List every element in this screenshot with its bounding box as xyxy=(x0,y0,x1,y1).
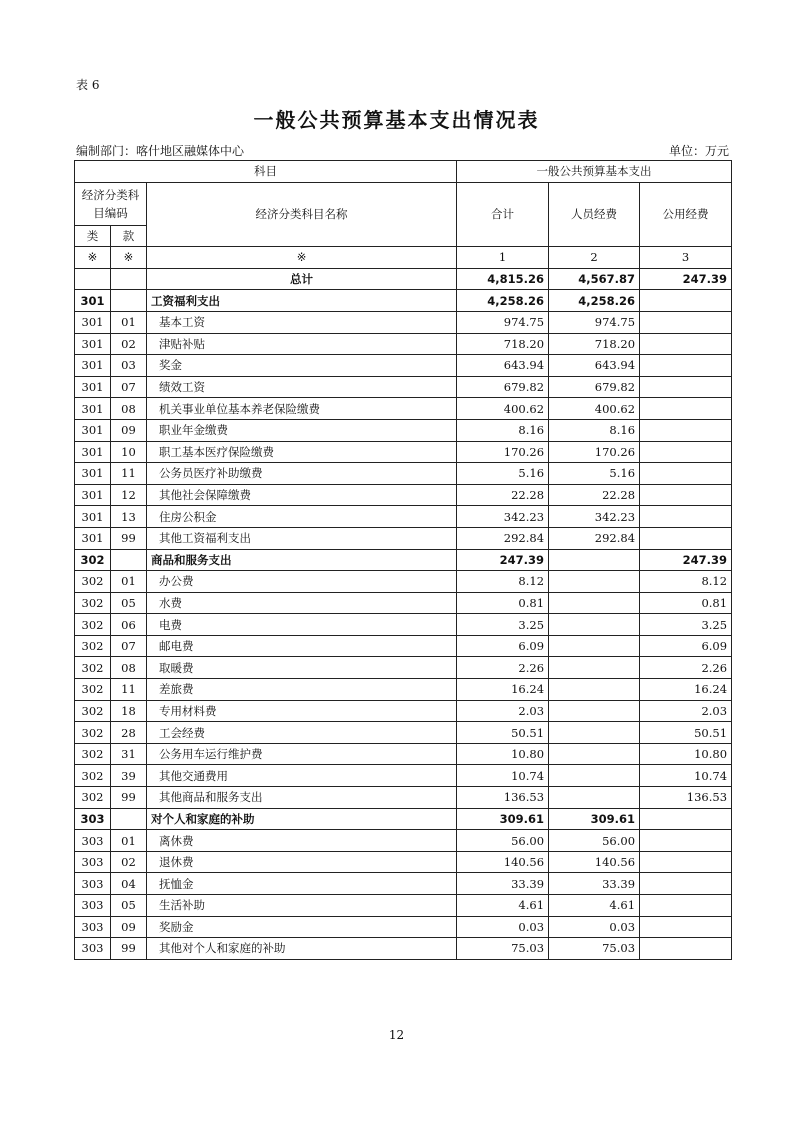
row-kuan xyxy=(111,808,147,830)
row-lei: 301 xyxy=(75,441,111,463)
row-kuan: 11 xyxy=(111,679,147,701)
row-total: 22.28 xyxy=(457,484,549,506)
row-name: 公务用车运行维护费 xyxy=(147,743,457,765)
row-lei: 302 xyxy=(75,765,111,787)
row-lei: 303 xyxy=(75,808,111,830)
row-lei: 302 xyxy=(75,549,111,571)
row-total: 400.62 xyxy=(457,398,549,420)
table-row xyxy=(75,614,732,636)
row-personnel: 170.26 xyxy=(549,441,640,463)
row-lei: 301 xyxy=(75,376,111,398)
table-row xyxy=(75,679,732,701)
row-kuan: 31 xyxy=(111,743,147,765)
row-total: 247.39 xyxy=(457,549,549,571)
row-public xyxy=(640,376,732,398)
row-personnel: 140.56 xyxy=(549,851,640,873)
row-kuan xyxy=(111,549,147,571)
row-lei: 301 xyxy=(75,527,111,549)
row-total: 75.03 xyxy=(457,938,549,960)
row-public xyxy=(640,333,732,355)
row-personnel: 4,258.26 xyxy=(549,290,640,312)
row-kuan: 06 xyxy=(111,614,147,636)
row-name: 其他社会保障缴费 xyxy=(147,484,457,506)
table-row xyxy=(75,635,732,657)
row-personnel: 342.23 xyxy=(549,506,640,528)
row-kuan: 13 xyxy=(111,506,147,528)
row-personnel: 33.39 xyxy=(549,873,640,895)
row-personnel xyxy=(549,700,640,722)
row-public: 0.81 xyxy=(640,592,732,614)
row-name: 离休费 xyxy=(147,830,457,852)
table-row xyxy=(75,743,732,765)
table-row xyxy=(75,290,732,312)
table-row xyxy=(75,851,732,873)
row-public: 6.09 xyxy=(640,635,732,657)
row-kuan: 07 xyxy=(111,635,147,657)
header-budget: 一般公共预算基本支出 xyxy=(457,161,732,183)
row-public xyxy=(640,398,732,420)
row-total: 643.94 xyxy=(457,355,549,377)
row-lei: 301 xyxy=(75,484,111,506)
row-personnel xyxy=(549,787,640,809)
row-name: 专用材料费 xyxy=(147,700,457,722)
row-personnel: 75.03 xyxy=(549,938,640,960)
page-number: 12 xyxy=(388,1028,405,1042)
row-public: 10.80 xyxy=(640,743,732,765)
table-row xyxy=(75,398,732,420)
row-personnel xyxy=(549,679,640,701)
row-name: 绩效工资 xyxy=(147,376,457,398)
header-subject: 科目 xyxy=(75,161,457,183)
row-kuan: 01 xyxy=(111,830,147,852)
row-name: 生活补助 xyxy=(147,895,457,917)
row-public: 50.51 xyxy=(640,722,732,744)
row-lei: 303 xyxy=(75,895,111,917)
row-kuan: 09 xyxy=(111,916,147,938)
row-name: 奖金 xyxy=(147,355,457,377)
row-total: 140.56 xyxy=(457,851,549,873)
row-lei: 302 xyxy=(75,743,111,765)
row-personnel xyxy=(549,743,640,765)
row-lei: 301 xyxy=(75,311,111,333)
table-row xyxy=(75,463,732,485)
row-kuan: 09 xyxy=(111,419,147,441)
table-row xyxy=(75,873,732,895)
row-lei: 301 xyxy=(75,419,111,441)
grand-total-personnel: 4,567.87 xyxy=(549,268,640,290)
row-lei: 301 xyxy=(75,333,111,355)
row-total: 2.03 xyxy=(457,700,549,722)
table-number: 表 6 xyxy=(76,78,100,92)
table-row xyxy=(75,700,732,722)
row-lei: 302 xyxy=(75,787,111,809)
table-row xyxy=(75,571,732,593)
row-public xyxy=(640,441,732,463)
row-lei: 303 xyxy=(75,938,111,960)
row-public xyxy=(640,463,732,485)
row-kuan xyxy=(111,290,147,312)
table-row xyxy=(75,419,732,441)
row-personnel: 309.61 xyxy=(549,808,640,830)
row-personnel: 679.82 xyxy=(549,376,640,398)
row-public xyxy=(640,290,732,312)
row-lei: 303 xyxy=(75,916,111,938)
row-personnel xyxy=(549,722,640,744)
row-personnel xyxy=(549,571,640,593)
row-kuan: 08 xyxy=(111,398,147,420)
budget-table xyxy=(74,160,732,960)
row-kuan: 08 xyxy=(111,657,147,679)
row-kuan: 18 xyxy=(111,700,147,722)
table-row xyxy=(75,592,732,614)
row-kuan: 99 xyxy=(111,938,147,960)
header-kuan: 款 xyxy=(111,225,147,247)
row-kuan: 99 xyxy=(111,787,147,809)
header-mark-name: ※ xyxy=(147,247,457,269)
row-public xyxy=(640,873,732,895)
row-name: 住房公积金 xyxy=(147,506,457,528)
row-kuan: 05 xyxy=(111,592,147,614)
row-total: 342.23 xyxy=(457,506,549,528)
row-total: 3.25 xyxy=(457,614,549,636)
table-row xyxy=(75,895,732,917)
row-personnel xyxy=(549,657,640,679)
header-col-2: 2 xyxy=(549,247,640,269)
row-lei: 302 xyxy=(75,592,111,614)
row-personnel: 5.16 xyxy=(549,463,640,485)
row-name: 退休费 xyxy=(147,851,457,873)
header-col-3: 3 xyxy=(640,247,732,269)
row-total: 292.84 xyxy=(457,527,549,549)
row-kuan: 01 xyxy=(111,311,147,333)
header-personnel: 人员经费 xyxy=(549,182,640,247)
row-lei: 303 xyxy=(75,830,111,852)
table-row xyxy=(75,484,732,506)
row-lei: 302 xyxy=(75,571,111,593)
row-name: 对个人和家庭的补助 xyxy=(147,808,457,830)
table-row xyxy=(75,355,732,377)
table-row xyxy=(75,333,732,355)
row-kuan: 39 xyxy=(111,765,147,787)
row-personnel: 400.62 xyxy=(549,398,640,420)
row-personnel: 0.03 xyxy=(549,916,640,938)
row-personnel: 8.16 xyxy=(549,419,640,441)
row-kuan: 12 xyxy=(111,484,147,506)
header-public: 公用经费 xyxy=(640,182,732,247)
table-row xyxy=(75,765,732,787)
table-row xyxy=(75,549,732,571)
row-kuan: 02 xyxy=(111,333,147,355)
row-total: 16.24 xyxy=(457,679,549,701)
row-total: 56.00 xyxy=(457,830,549,852)
row-total: 170.26 xyxy=(457,441,549,463)
row-personnel: 292.84 xyxy=(549,527,640,549)
row-name: 职工基本医疗保险缴费 xyxy=(147,441,457,463)
row-total: 8.16 xyxy=(457,419,549,441)
table-row xyxy=(75,311,732,333)
row-lei: 303 xyxy=(75,851,111,873)
row-public xyxy=(640,916,732,938)
row-public: 2.03 xyxy=(640,700,732,722)
row-name: 电费 xyxy=(147,614,457,636)
row-lei: 301 xyxy=(75,463,111,485)
row-total: 309.61 xyxy=(457,808,549,830)
row-public xyxy=(640,484,732,506)
row-total: 10.80 xyxy=(457,743,549,765)
row-public xyxy=(640,938,732,960)
row-total: 2.26 xyxy=(457,657,549,679)
row-name: 工资福利支出 xyxy=(147,290,457,312)
department-label: 编制部门：喀什地区融媒体中心 xyxy=(76,144,245,158)
table-row xyxy=(75,506,732,528)
row-lei: 302 xyxy=(75,700,111,722)
row-name: 奖励金 xyxy=(147,916,457,938)
row-personnel: 22.28 xyxy=(549,484,640,506)
row-lei: 303 xyxy=(75,873,111,895)
unit-label: 单位：万元 xyxy=(668,144,729,158)
row-total: 8.12 xyxy=(457,571,549,593)
row-public: 8.12 xyxy=(640,571,732,593)
header-econ-name: 经济分类科目名称 xyxy=(147,182,457,247)
header-econ-code: 经济分类科目编码 xyxy=(75,182,147,225)
row-total: 974.75 xyxy=(457,311,549,333)
row-personnel xyxy=(549,592,640,614)
table-row xyxy=(75,376,732,398)
table-row xyxy=(75,808,732,830)
row-name: 办公费 xyxy=(147,571,457,593)
row-public xyxy=(640,895,732,917)
row-kuan: 02 xyxy=(111,851,147,873)
row-name: 邮电费 xyxy=(147,635,457,657)
row-name: 职业年金缴费 xyxy=(147,419,457,441)
row-public: 10.74 xyxy=(640,765,732,787)
row-personnel: 4.61 xyxy=(549,895,640,917)
row-kuan: 28 xyxy=(111,722,147,744)
table-body xyxy=(75,290,732,959)
row-total: 4.61 xyxy=(457,895,549,917)
row-personnel xyxy=(549,765,640,787)
table-row xyxy=(75,722,732,744)
header-total: 合计 xyxy=(457,182,549,247)
table-row xyxy=(75,657,732,679)
row-kuan: 11 xyxy=(111,463,147,485)
row-lei: 302 xyxy=(75,635,111,657)
row-name: 商品和服务支出 xyxy=(147,549,457,571)
row-personnel: 718.20 xyxy=(549,333,640,355)
row-total: 718.20 xyxy=(457,333,549,355)
row-total: 0.81 xyxy=(457,592,549,614)
row-personnel: 974.75 xyxy=(549,311,640,333)
page-title: 一般公共预算基本支出情况表 xyxy=(253,108,540,132)
row-total: 10.74 xyxy=(457,765,549,787)
row-kuan: 10 xyxy=(111,441,147,463)
row-public xyxy=(640,355,732,377)
header-col-1: 1 xyxy=(457,247,549,269)
row-public: 247.39 xyxy=(640,549,732,571)
row-total: 4,258.26 xyxy=(457,290,549,312)
row-lei: 301 xyxy=(75,398,111,420)
row-kuan: 01 xyxy=(111,571,147,593)
table-row xyxy=(75,938,732,960)
header-mark-lei: ※ xyxy=(75,247,111,269)
row-total: 5.16 xyxy=(457,463,549,485)
row-lei: 302 xyxy=(75,722,111,744)
row-personnel xyxy=(549,614,640,636)
row-public xyxy=(640,808,732,830)
row-name: 基本工资 xyxy=(147,311,457,333)
row-public xyxy=(640,506,732,528)
row-lei: 302 xyxy=(75,614,111,636)
row-lei: 302 xyxy=(75,657,111,679)
row-name: 其他对个人和家庭的补助 xyxy=(147,938,457,960)
row-name: 公务员医疗补助缴费 xyxy=(147,463,457,485)
row-lei: 301 xyxy=(75,355,111,377)
row-name: 机关事业单位基本养老保险缴费 xyxy=(147,398,457,420)
row-name: 津贴补贴 xyxy=(147,333,457,355)
row-public xyxy=(640,419,732,441)
header-mark-kuan: ※ xyxy=(111,247,147,269)
row-personnel xyxy=(549,635,640,657)
row-kuan: 99 xyxy=(111,527,147,549)
total-empty-lei xyxy=(75,268,111,290)
row-total: 0.03 xyxy=(457,916,549,938)
row-name: 抚恤金 xyxy=(147,873,457,895)
row-kuan: 05 xyxy=(111,895,147,917)
row-public xyxy=(640,311,732,333)
table-row xyxy=(75,441,732,463)
row-name: 差旅费 xyxy=(147,679,457,701)
table-row xyxy=(75,527,732,549)
row-public xyxy=(640,851,732,873)
row-name: 工会经费 xyxy=(147,722,457,744)
row-personnel: 643.94 xyxy=(549,355,640,377)
row-public: 2.26 xyxy=(640,657,732,679)
table-row xyxy=(75,787,732,809)
row-total: 679.82 xyxy=(457,376,549,398)
grand-total-sum: 4,815.26 xyxy=(457,268,549,290)
table-row xyxy=(75,830,732,852)
row-total: 136.53 xyxy=(457,787,549,809)
row-personnel xyxy=(549,549,640,571)
row-total: 6.09 xyxy=(457,635,549,657)
row-lei: 301 xyxy=(75,506,111,528)
row-name: 取暖费 xyxy=(147,657,457,679)
header-lei: 类 xyxy=(75,225,111,247)
row-total: 33.39 xyxy=(457,873,549,895)
row-kuan: 03 xyxy=(111,355,147,377)
row-kuan: 04 xyxy=(111,873,147,895)
row-personnel: 56.00 xyxy=(549,830,640,852)
row-public: 136.53 xyxy=(640,787,732,809)
row-name: 其他工资福利支出 xyxy=(147,527,457,549)
grand-total-public: 247.39 xyxy=(640,268,732,290)
row-name: 其他商品和服务支出 xyxy=(147,787,457,809)
row-public xyxy=(640,830,732,852)
row-name: 水费 xyxy=(147,592,457,614)
grand-total-label: 总计 xyxy=(147,268,457,290)
row-public xyxy=(640,527,732,549)
row-total: 50.51 xyxy=(457,722,549,744)
row-kuan: 07 xyxy=(111,376,147,398)
row-public: 3.25 xyxy=(640,614,732,636)
total-empty-kuan xyxy=(111,268,147,290)
row-lei: 301 xyxy=(75,290,111,312)
row-lei: 302 xyxy=(75,679,111,701)
table-row xyxy=(75,916,732,938)
row-name: 其他交通费用 xyxy=(147,765,457,787)
row-public: 16.24 xyxy=(640,679,732,701)
